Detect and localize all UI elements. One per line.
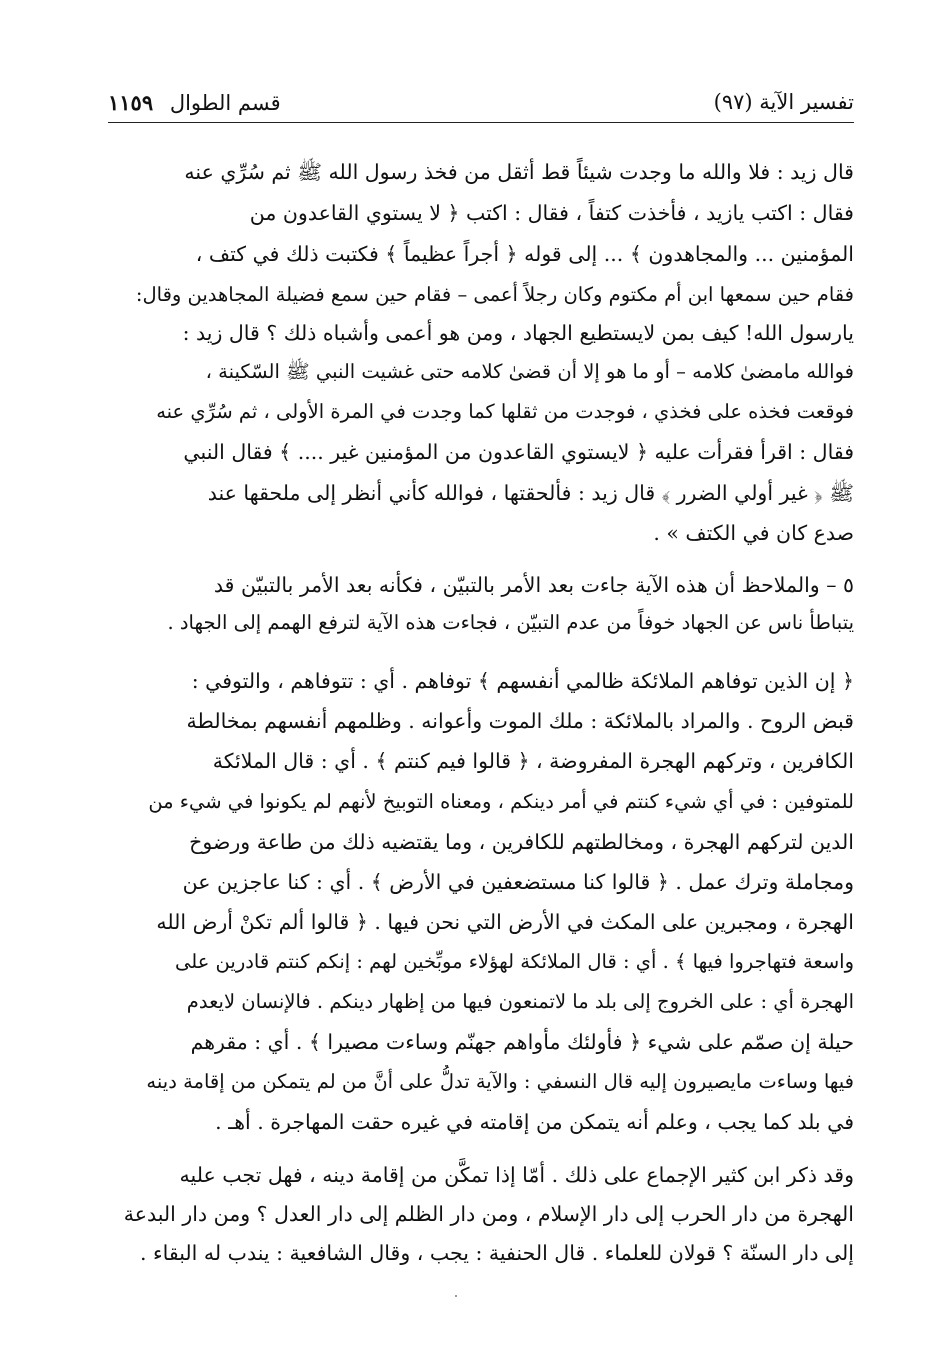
text-line: فقال : اكتب يازيد ، فأخذت كتفاً ، فقال : اكتب ﴿ لا يستوي القاعدون من — [249, 201, 854, 225]
text-line: فقال : اقرأ فقرأت عليه ﴿ لايستوي القاعدون من المؤمنين غير .... ﴾ فقال النبي — [183, 440, 854, 464]
header-surah-title: تفسير الآية (٩٧) — [713, 90, 854, 114]
text-line: الكافرين ، وتركهم الهجرة المفروضة ، ﴿ قالوا فيم كنتم ﴾ . أي : قال الملائكة — [212, 749, 854, 773]
text-line: إلى دار السنّة ؟ قولان للعلماء . قال الحنفية : يجب ، وقال الشافعية : يندب له البقاء . — [139, 1241, 854, 1265]
text-line: قبض الروح . والمراد بالملائكة : ملك الموت وأعوانه . وظلمهم أنفسهم بمخالطة — [186, 709, 854, 733]
scan-speck — [455, 1295, 457, 1297]
header-section — [108, 90, 281, 115]
text-line: يارسول الله! كيف بمن لايستطيع الجهاد ، ومن هو أعمى وأشباه ذلك ؟ قال زيد : — [182, 321, 854, 345]
text-line: فوقعت فخذه على فخذي ، فوجدت من ثقلها كما وجدت في المرة الأولى ، ثم سُرِّي عنه — [156, 400, 854, 423]
text-line: في بلد كما يجب ، وعلم أنه يتمكن من إقامته في غيره حقت المهاجرة . أهـ . — [215, 1110, 854, 1134]
text-line: الدين لتركهم الهجرة ، ومخالطتهم للكافرين ، وما يقتضيه ذلك من طاعة ورضوخ — [189, 830, 854, 854]
text-line: الهجرة أي : على الخروج إلى بلد ما لاتمنعون فيها من إظهار دينكم . فالإنسان لايعدم — [186, 990, 854, 1013]
text-line: فقام حين سمعها ابن أم مكتوم وكان رجلاً أعمى – فقام حين سمع فضيلة المجاهدين وقال: — [135, 283, 854, 306]
text-line: فيها وساءت مايصيرون إليه قال النسفي : والآية تدلُّ على أنَّ من لم يتمكن من إقامة دينه — [146, 1070, 854, 1093]
text-line: المؤمنين ... والمجاهدون ﴾ ... إلى قوله ﴿ أجراً عظيماً ﴾ فكتبت ذلك في كتف ، — [195, 242, 854, 266]
text-line: واسعة فتهاجروا فيها ﴾ . أي : قال الملائكة لهؤلاء موبِّخين لهم : إنكم كنتم قادرين على — [175, 950, 854, 973]
page-header — [108, 86, 854, 123]
text-line: وقد ذكر ابن كثير الإجماع على ذلك . أمّا إذا تمكَّن من إقامة دينه ، فهل تجب عليه — [179, 1163, 854, 1187]
text-line: ﴿ إن الذين توفاهم الملائكة ظالمي أنفسهم ﴾ توفاهم . أي : تتوفاهم ، والتوفي : — [191, 669, 854, 693]
header-section-title: قسم الطوال — [169, 91, 281, 115]
text-line: الهجرة ، ومجبرين على المكث في الأرض التي نحن فيها . ﴿ قالوا ألم تكنْ أرض الله — [156, 910, 854, 934]
text-line: فوالله مامضىٰ كلامه – أو ما هو إلا أن قضىٰ كلامه حتى غشيت النبي ﷺ السّكينة ، — [205, 360, 854, 383]
text-line: يتباطأ ناس عن الجهاد خوفاً من عدم التبيّن ، فجاءت هذه الآية لترفع الهمم إلى الجهاد . — [167, 611, 854, 634]
text-line: ﷺ ﴿ غير أولي الضرر ﴾ قال زيد : فألحقتها ، فوالله كأني أنظر إلى ملحقها عند — [207, 481, 854, 505]
text-line: الهجرة من دار الحرب إلى دار الإسلام ، ومن دار الظلم إلى دار العدل ؟ ومن دار البدعة — [123, 1202, 854, 1226]
text-line: صدع كان في الكتف » . — [653, 521, 854, 545]
text-line: للمتوفين : في أي شيء كنتم في أمر دينكم ، ومعناه التوبيخ لأنهم لم يكونوا في شيء من — [148, 790, 854, 813]
page-number: ١١٥٩ — [108, 90, 154, 115]
text-line: ٥ – والملاحظ أن هذه الآية جاءت بعد الأمر بالتبيّن ، فكأنه بعد الأمر بالتبيّن قد — [213, 573, 854, 597]
text-line: قال زيد : فلا والله ما وجدت شيئاً قط أثقل من فخذ رسول الله ﷺ ثم سُرِّي عنه — [184, 160, 854, 184]
text-line: حيلة إن صمّم على شيء ﴿ فأولئك مأواهم جهنّم وساءت مصيرا ﴾ . أي : مقرهم — [190, 1030, 854, 1054]
text-line: ومجاملة وترك عمل . ﴿ قالوا كنا مستضعفين في الأرض ﴾ . أي : كنا عاجزين عن — [182, 870, 854, 894]
